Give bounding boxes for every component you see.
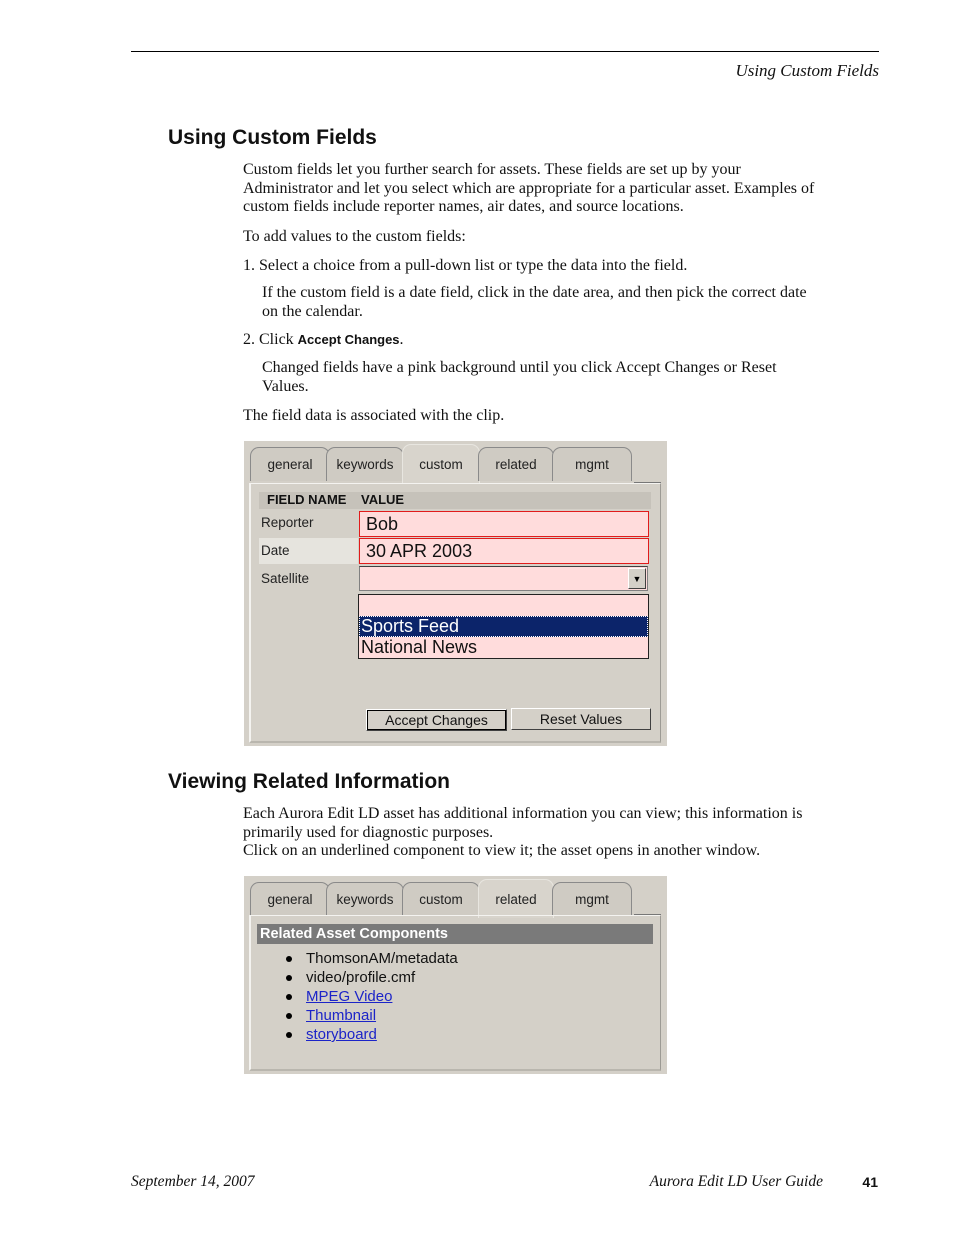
section-title-related-info: Viewing Related Information (168, 770, 450, 793)
intro-paragraph: Custom fields let you further search for assets. These fields are set up by your Administrator and let you select which are appropriate for a particular asset. Examples of custom fields include reporter names, air dates, and source locations. (243, 161, 815, 215)
footer-date: September 14, 2007 (131, 1173, 255, 1190)
related-paragraph-2: Click on an underlined component to view it; the asset opens in another window. (243, 842, 761, 859)
storyboard-link[interactable]: storyboard (306, 1026, 377, 1043)
step-2-suffix: . (399, 331, 404, 348)
mpeg-video-link[interactable]: MPEG Video (306, 988, 393, 1005)
section-title-custom-fields: Using Custom Fields (168, 126, 377, 149)
component-label: ThomsonAM/metadata (306, 950, 458, 967)
tab-mgmt[interactable]: mgmt (552, 447, 632, 481)
closing-paragraph: The field data is associated with the clip. (243, 407, 505, 424)
reset-values-button[interactable]: Reset Values (511, 708, 651, 730)
list-item (284, 968, 458, 987)
step-2-label: Accept Changes (297, 332, 400, 347)
step-1: 1. Select a choice from a pull-down list or type the data into the field. (243, 257, 688, 274)
thumbnail-link[interactable]: Thumbnail (306, 1007, 377, 1024)
related-paragraph-1: Each Aurora Edit LD asset has additional information you can view; this information is primarily used for diagnostic purposes. (243, 805, 803, 841)
tab-general[interactable]: general (250, 447, 330, 481)
tab-general[interactable]: general (250, 882, 330, 916)
satellite-select[interactable] (359, 566, 648, 591)
related-components-list (284, 949, 458, 1044)
satellite-dropdown-list (358, 594, 649, 659)
running-head: Using Custom Fields (735, 61, 879, 80)
custom-fields-panel (244, 441, 667, 746)
lead-paragraph: To add values to the custom fields: (243, 228, 466, 245)
tab-custom[interactable]: custom (402, 444, 480, 483)
accept-changes-button[interactable]: Accept Changes (366, 709, 507, 731)
reporter-field[interactable]: Bob (359, 511, 649, 537)
step-1-note: If the custom field is a date field, click in the date area, and then pick the correct date on the calendar. (262, 284, 807, 320)
list-item (284, 949, 458, 968)
tab-related[interactable]: related (478, 447, 554, 481)
related-components-header: Related Asset Components (257, 924, 653, 944)
step-2 (243, 331, 823, 350)
list-item (284, 1025, 458, 1044)
footer-guide-title: Aurora Edit LD User Guide (649, 1173, 823, 1190)
column-field-name: FIELD NAME (267, 492, 347, 507)
tab-bar (244, 876, 667, 918)
list-item (284, 1006, 458, 1025)
list-item (284, 987, 458, 1006)
chevron-down-icon[interactable]: ▼ (628, 568, 646, 589)
step-2-note: Changed fields have a pink background until you click Accept Changes or Reset Values. (262, 359, 777, 395)
related-panel (244, 876, 667, 1074)
tab-mgmt[interactable]: mgmt (552, 882, 632, 916)
field-name-reporter: Reporter (261, 515, 314, 530)
component-label: video/profile.cmf (306, 969, 416, 986)
tab-bar (244, 441, 667, 483)
dropdown-option-national-news[interactable]: National News (361, 637, 478, 657)
tab-keywords[interactable]: keywords (326, 882, 404, 916)
page-number: 41 (862, 1174, 878, 1190)
field-name-date: Date (261, 543, 290, 558)
column-header-row (259, 492, 651, 509)
step-2-prefix: 2. Click (243, 331, 298, 348)
tab-related[interactable]: related (478, 879, 554, 918)
dropdown-option-blank[interactable] (359, 595, 648, 616)
date-field[interactable]: 30 APR 2003 (359, 538, 649, 564)
tab-custom[interactable]: custom (402, 882, 480, 916)
dropdown-option-sports-feed[interactable]: Sports Feed (359, 616, 648, 637)
header-rule (131, 51, 879, 52)
column-value: VALUE (361, 492, 405, 507)
field-name-satellite: Satellite (261, 571, 310, 586)
tab-keywords[interactable]: keywords (326, 447, 404, 481)
